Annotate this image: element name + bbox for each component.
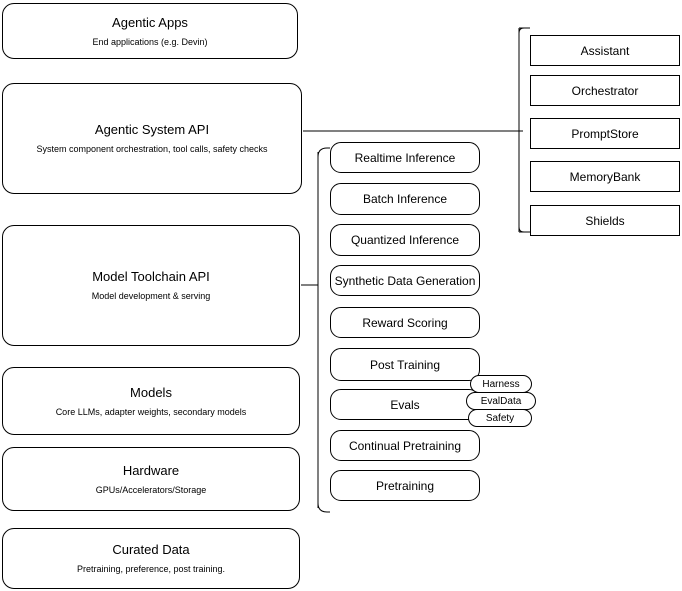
stack-layer-models[interactable] xyxy=(2,367,300,435)
stack-layer-title: Models xyxy=(130,384,172,400)
stack-layer-subtitle: Model development & serving xyxy=(91,291,211,301)
system-component-label: Orchestrator xyxy=(571,83,639,98)
system-component-label: PromptStore xyxy=(571,126,639,141)
system-component-assistant[interactable] xyxy=(530,35,680,66)
toolchain-component-realtime-inference[interactable] xyxy=(330,142,480,173)
system-component-label: MemoryBank xyxy=(569,169,641,184)
eval-subcomponent-label: Harness xyxy=(482,378,520,390)
stack-layer-agentic-apps[interactable] xyxy=(2,3,298,59)
system-component-promptstore[interactable] xyxy=(530,118,680,149)
eval-subcomponent-safety[interactable] xyxy=(468,409,532,427)
toolchain-component-label: Synthetic Data Generation xyxy=(334,273,476,288)
toolchain-component-continual-pretraining[interactable] xyxy=(330,430,480,461)
system-component-orchestrator[interactable] xyxy=(530,75,680,106)
system-component-label: Shields xyxy=(585,213,625,228)
eval-subcomponent-evaldata[interactable] xyxy=(466,392,536,410)
system-component-shields[interactable] xyxy=(530,205,680,236)
system-component-label: Assistant xyxy=(580,43,630,58)
stack-layer-title: Curated Data xyxy=(112,542,190,557)
stack-layer-curated-data[interactable] xyxy=(2,528,300,589)
toolchain-component-label: Evals xyxy=(390,397,420,412)
stack-layer-subtitle: Core LLMs, adapter weights, secondary models xyxy=(55,406,247,417)
stack-layer-subtitle: Pretraining, preference, post training. xyxy=(76,564,226,574)
toolchain-component-evals[interactable] xyxy=(330,389,480,420)
toolchain-component-label: Reward Scoring xyxy=(362,315,448,330)
toolchain-component-label: Realtime Inference xyxy=(354,150,456,165)
eval-subcomponent-harness[interactable] xyxy=(470,375,532,393)
stack-layer-subtitle: GPUs/Accelerators/Storage xyxy=(95,484,207,495)
toolchain-component-batch-inference[interactable] xyxy=(330,183,480,215)
stack-layer-hardware[interactable] xyxy=(2,447,300,511)
system-component-memorybank[interactable] xyxy=(530,161,680,192)
toolchain-component-post-training[interactable] xyxy=(330,348,480,381)
stack-layer-title: Model Toolchain API xyxy=(92,269,210,284)
stack-layer-title: Agentic System API xyxy=(94,122,210,137)
eval-subcomponent-label: EvalData xyxy=(480,395,522,407)
stack-layer-title: Hardware xyxy=(122,462,180,478)
stack-layer-title: Agentic Apps xyxy=(112,14,188,30)
stack-layer-model-toolchain-api[interactable] xyxy=(2,225,300,346)
toolchain-component-quantized-inference[interactable] xyxy=(330,224,480,256)
toolchain-component-label: Batch Inference xyxy=(362,192,448,206)
stack-layer-subtitle: End applications (e.g. Devin) xyxy=(92,36,208,47)
toolchain-component-pretraining[interactable] xyxy=(330,470,480,501)
eval-subcomponent-label: Safety xyxy=(485,412,515,424)
toolchain-component-synthetic-data-generation[interactable] xyxy=(330,265,480,296)
stack-layer-agentic-system-api[interactable] xyxy=(2,83,302,194)
toolchain-component-label: Post Training xyxy=(369,357,441,372)
toolchain-component-label: Quantized Inference xyxy=(350,233,460,247)
toolchain-component-label: Pretraining xyxy=(375,478,435,493)
toolchain-component-reward-scoring[interactable] xyxy=(330,307,480,338)
stack-layer-subtitle: System component orchestration, tool calls, safety checks xyxy=(36,144,268,154)
toolchain-component-label: Continual Pretraining xyxy=(348,438,462,453)
